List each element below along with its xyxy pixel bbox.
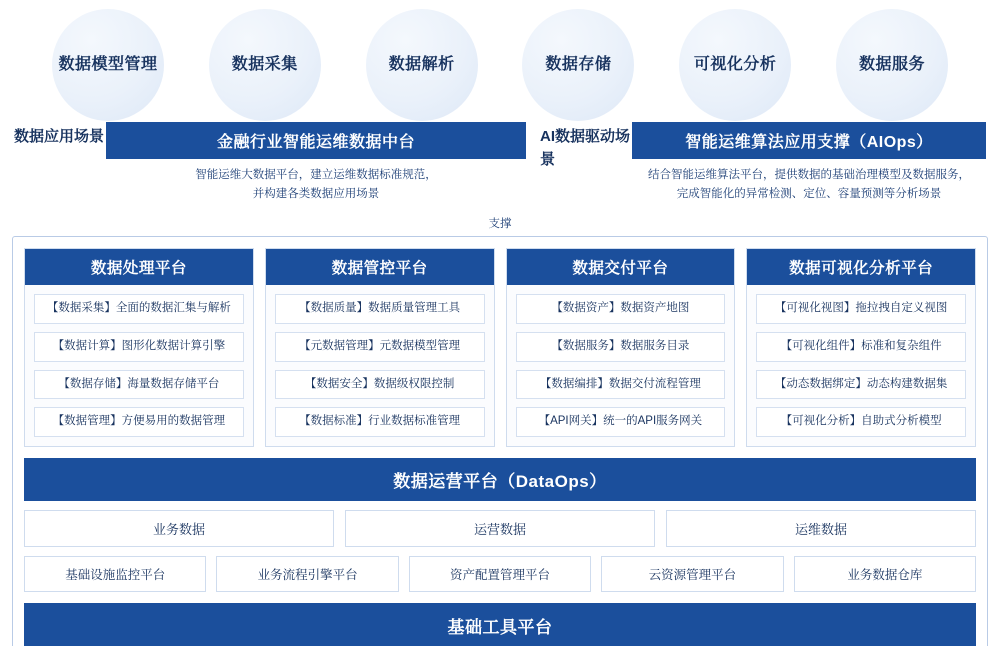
- dataops-data-row: [24, 510, 976, 547]
- capability-bubble-label: 数据采集: [231, 56, 298, 73]
- platform-feature-item: 【数据标准】行业数据标准管理: [275, 407, 485, 437]
- capability-bubble-label: 数据模型管理: [58, 56, 158, 73]
- platform-card-items: [507, 285, 735, 437]
- scenario-description: [106, 159, 526, 204]
- platform-area: [12, 236, 988, 646]
- capability-bubble: [209, 9, 321, 121]
- scenario-description-line: 智能运维大数据平台，建立运维数据标准规范，: [195, 169, 437, 181]
- platform-feature-item: 【数据服务】数据服务目录: [516, 332, 726, 362]
- platform-feature-item: 【数据质量】数据质量管理工具: [275, 294, 485, 324]
- dataops-platform-cell: 资产配置管理平台: [409, 556, 591, 592]
- platform-card-title: 数据可视化分析平台: [747, 249, 975, 285]
- dataops-platform-cell: 基础设施监控平台: [24, 556, 206, 592]
- platform-feature-item: 【数据存储】海量数据存储平台: [34, 370, 244, 400]
- platform-feature-item: 【数据安全】数据级权限控制: [275, 370, 485, 400]
- scenario-label: AI数据驱动场景: [540, 128, 631, 168]
- platform-card-title: 数据处理平台: [25, 249, 253, 285]
- dataops-platform-cell: 业务数据仓库: [794, 556, 976, 592]
- platform-feature-item: 【数据计算】图形化数据计算引擎: [34, 332, 244, 362]
- platform-card-title: 数据交付平台: [507, 249, 735, 285]
- dataops-platform-row: [24, 556, 976, 592]
- scenario-body: [632, 122, 986, 204]
- capability-bubble: [52, 9, 164, 121]
- support-label: 支撑: [483, 215, 518, 231]
- scenario-description-line: 完成智能化的异常检测、定位、容量预测等分析场景: [676, 187, 942, 200]
- platform-card-data-visualization: [746, 248, 976, 447]
- platform-card-items: [25, 285, 253, 437]
- dataops-title: 数据运营平台（DataOps）: [24, 458, 976, 501]
- scenario-description-line: 结合智能运维算法平台，提供数据的基础治理模型及数据服务，: [648, 169, 970, 181]
- platform-card-row: [24, 248, 976, 447]
- dataops-platform-cell: 云资源管理平台: [601, 556, 783, 592]
- support-connector: [0, 214, 1000, 236]
- platform-feature-item: 【可视化视图】拖拉拽自定义视图: [756, 294, 966, 324]
- capability-bubble: [522, 9, 634, 121]
- platform-feature-item: 【数据采集】全面的数据汇集与解析: [34, 294, 244, 324]
- capability-bubble-label: 数据解析: [388, 56, 455, 73]
- platform-feature-item: 【元数据管理】元数据模型管理: [275, 332, 485, 362]
- scenario-title: 金融行业智能运维数据中台: [106, 122, 526, 159]
- dataops-data-cell: 运营数据: [345, 510, 655, 547]
- platform-card-data-delivery: [506, 248, 736, 447]
- platform-card-items: [747, 285, 975, 437]
- capability-bubble: [679, 9, 791, 121]
- platform-card-items: [266, 285, 494, 437]
- capability-bubble: [836, 9, 948, 121]
- scenario-description: [632, 159, 986, 204]
- platform-card-data-processing: [24, 248, 254, 447]
- capability-bubble: [366, 9, 478, 121]
- capability-bubble-row: [0, 0, 1000, 122]
- scenario-label: 数据应用场景: [14, 128, 105, 145]
- scenario-title: 智能运维算法应用支撑（AIOps）: [632, 122, 986, 159]
- platform-feature-item: 【可视化组件】标准和复杂组件: [756, 332, 966, 362]
- platform-feature-item: 【动态数据绑定】动态构建数据集: [756, 370, 966, 400]
- scenario-ai-driven: [540, 122, 986, 204]
- platform-feature-item: 【可视化分析】自助式分析模型: [756, 407, 966, 437]
- scenario-data-application: [14, 122, 526, 204]
- platform-feature-item: 【API网关】统一的API服务网关: [516, 407, 726, 437]
- dataops-data-cell: 运维数据: [666, 510, 976, 547]
- dataops-platform-cell: 业务流程引擎平台: [216, 556, 398, 592]
- scenario-body: [106, 122, 526, 204]
- platform-card-data-governance: [265, 248, 495, 447]
- scenario-description-line: 并构建各类数据应用场景: [252, 187, 380, 200]
- platform-card-title: 数据管控平台: [266, 249, 494, 285]
- dataops-data-cell: 业务数据: [24, 510, 334, 547]
- scenario-band: [0, 122, 1000, 214]
- capability-bubble-label: 数据存储: [545, 56, 612, 73]
- platform-feature-item: 【数据管理】方便易用的数据管理: [34, 407, 244, 437]
- platform-feature-item: 【数据编排】数据交付流程管理: [516, 370, 726, 400]
- capability-bubble-label: 可视化分析: [693, 56, 777, 73]
- capability-bubble-label: 数据服务: [858, 56, 925, 73]
- base-tool-platform-title: 基础工具平台: [24, 603, 976, 646]
- platform-feature-item: 【数据资产】数据资产地图: [516, 294, 726, 324]
